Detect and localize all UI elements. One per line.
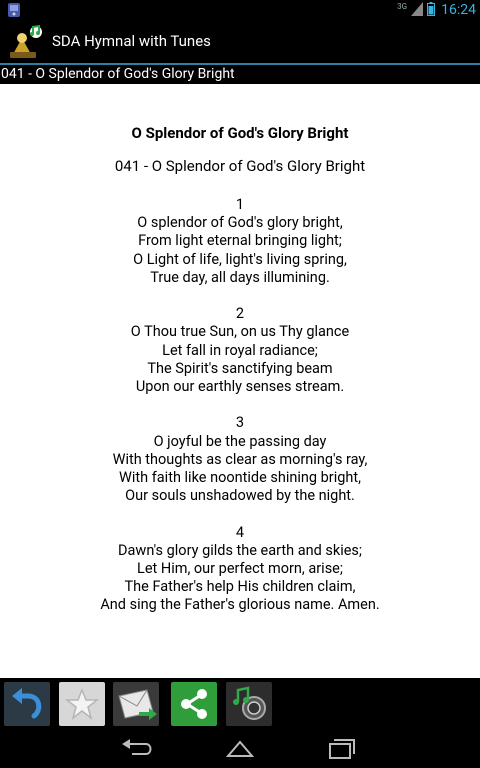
hymn-header: 041 - O Splendor of God's Glory Bright <box>0 65 480 84</box>
back-button[interactable] <box>118 734 158 762</box>
verse-number: 3 <box>235 414 245 432</box>
song-subtitle: 041 - O Splendor of God's Glory Bright <box>114 157 366 175</box>
verse-line: Let fall in royal radiance; <box>162 341 318 359</box>
verse-line: The Father's help His children claim, <box>124 578 356 596</box>
hymn-content <box>0 84 480 678</box>
share-button[interactable] <box>171 682 217 726</box>
signal-icon <box>411 1 423 20</box>
verse-line: True day, all days illumining. <box>150 268 330 286</box>
play-tune-button[interactable] <box>226 682 272 726</box>
verse-line: O Thou true Sun, on us Thy glance <box>130 323 350 341</box>
share-icon <box>171 682 217 726</box>
verse-number: 4 <box>235 523 245 541</box>
verse <box>0 196 480 287</box>
verse <box>0 524 480 615</box>
song-title: O Splendor of God's Glory Bright <box>131 124 349 142</box>
app-logo-icon[interactable] <box>6 22 50 62</box>
verse <box>0 305 480 396</box>
star-icon <box>59 682 105 726</box>
system-nav-bar <box>0 728 480 768</box>
recent-apps-icon <box>322 734 362 762</box>
verse-line: Let Him, our perfect morn, arise; <box>137 560 343 578</box>
undo-button[interactable] <box>4 682 50 726</box>
verse-line: O Light of life, light's living spring, <box>133 250 347 268</box>
music-play-icon <box>226 682 272 726</box>
favorite-button[interactable] <box>59 682 105 726</box>
verse-line: The Spirit's sanctifying beam <box>147 359 333 377</box>
home-icon <box>220 734 260 762</box>
home-button[interactable] <box>220 734 260 762</box>
verse-line: Dawn's glory gilds the earth and skies; <box>118 541 362 559</box>
verse-line: With faith like noontide shining bright, <box>119 469 361 487</box>
network-type-label: 3G <box>397 1 408 11</box>
battery-icon <box>427 1 435 20</box>
back-icon <box>118 734 158 762</box>
bottom-toolbar <box>0 678 480 728</box>
verse-line: Upon our earthly senses stream. <box>135 378 345 396</box>
verse <box>0 414 480 505</box>
verse-line: And sing the Father's glorious name. Amen. <box>100 596 380 614</box>
status-clock: 16:24 <box>441 2 476 18</box>
verse-line: With thoughts as clear as morning's ray, <box>112 450 368 468</box>
verses <box>0 196 480 633</box>
email-button[interactable] <box>113 682 159 726</box>
recent-apps-button[interactable] <box>322 734 362 762</box>
action-bar <box>0 20 480 64</box>
verse-line: Our souls unshadowed by the night. <box>125 487 355 505</box>
notification-icon <box>6 2 22 18</box>
mail-forward-icon <box>113 682 159 726</box>
verse-number: 1 <box>235 196 245 213</box>
verse-number: 2 <box>235 305 245 323</box>
verse-line: From light eternal bringing light; <box>138 232 342 250</box>
status-bar <box>0 0 480 20</box>
verse-line: O splendor of God's glory bright, <box>137 214 343 232</box>
verse-line: O joyful be the passing day <box>153 432 327 450</box>
undo-icon <box>4 682 50 726</box>
app-title: SDA Hymnal with Tunes <box>52 32 211 50</box>
